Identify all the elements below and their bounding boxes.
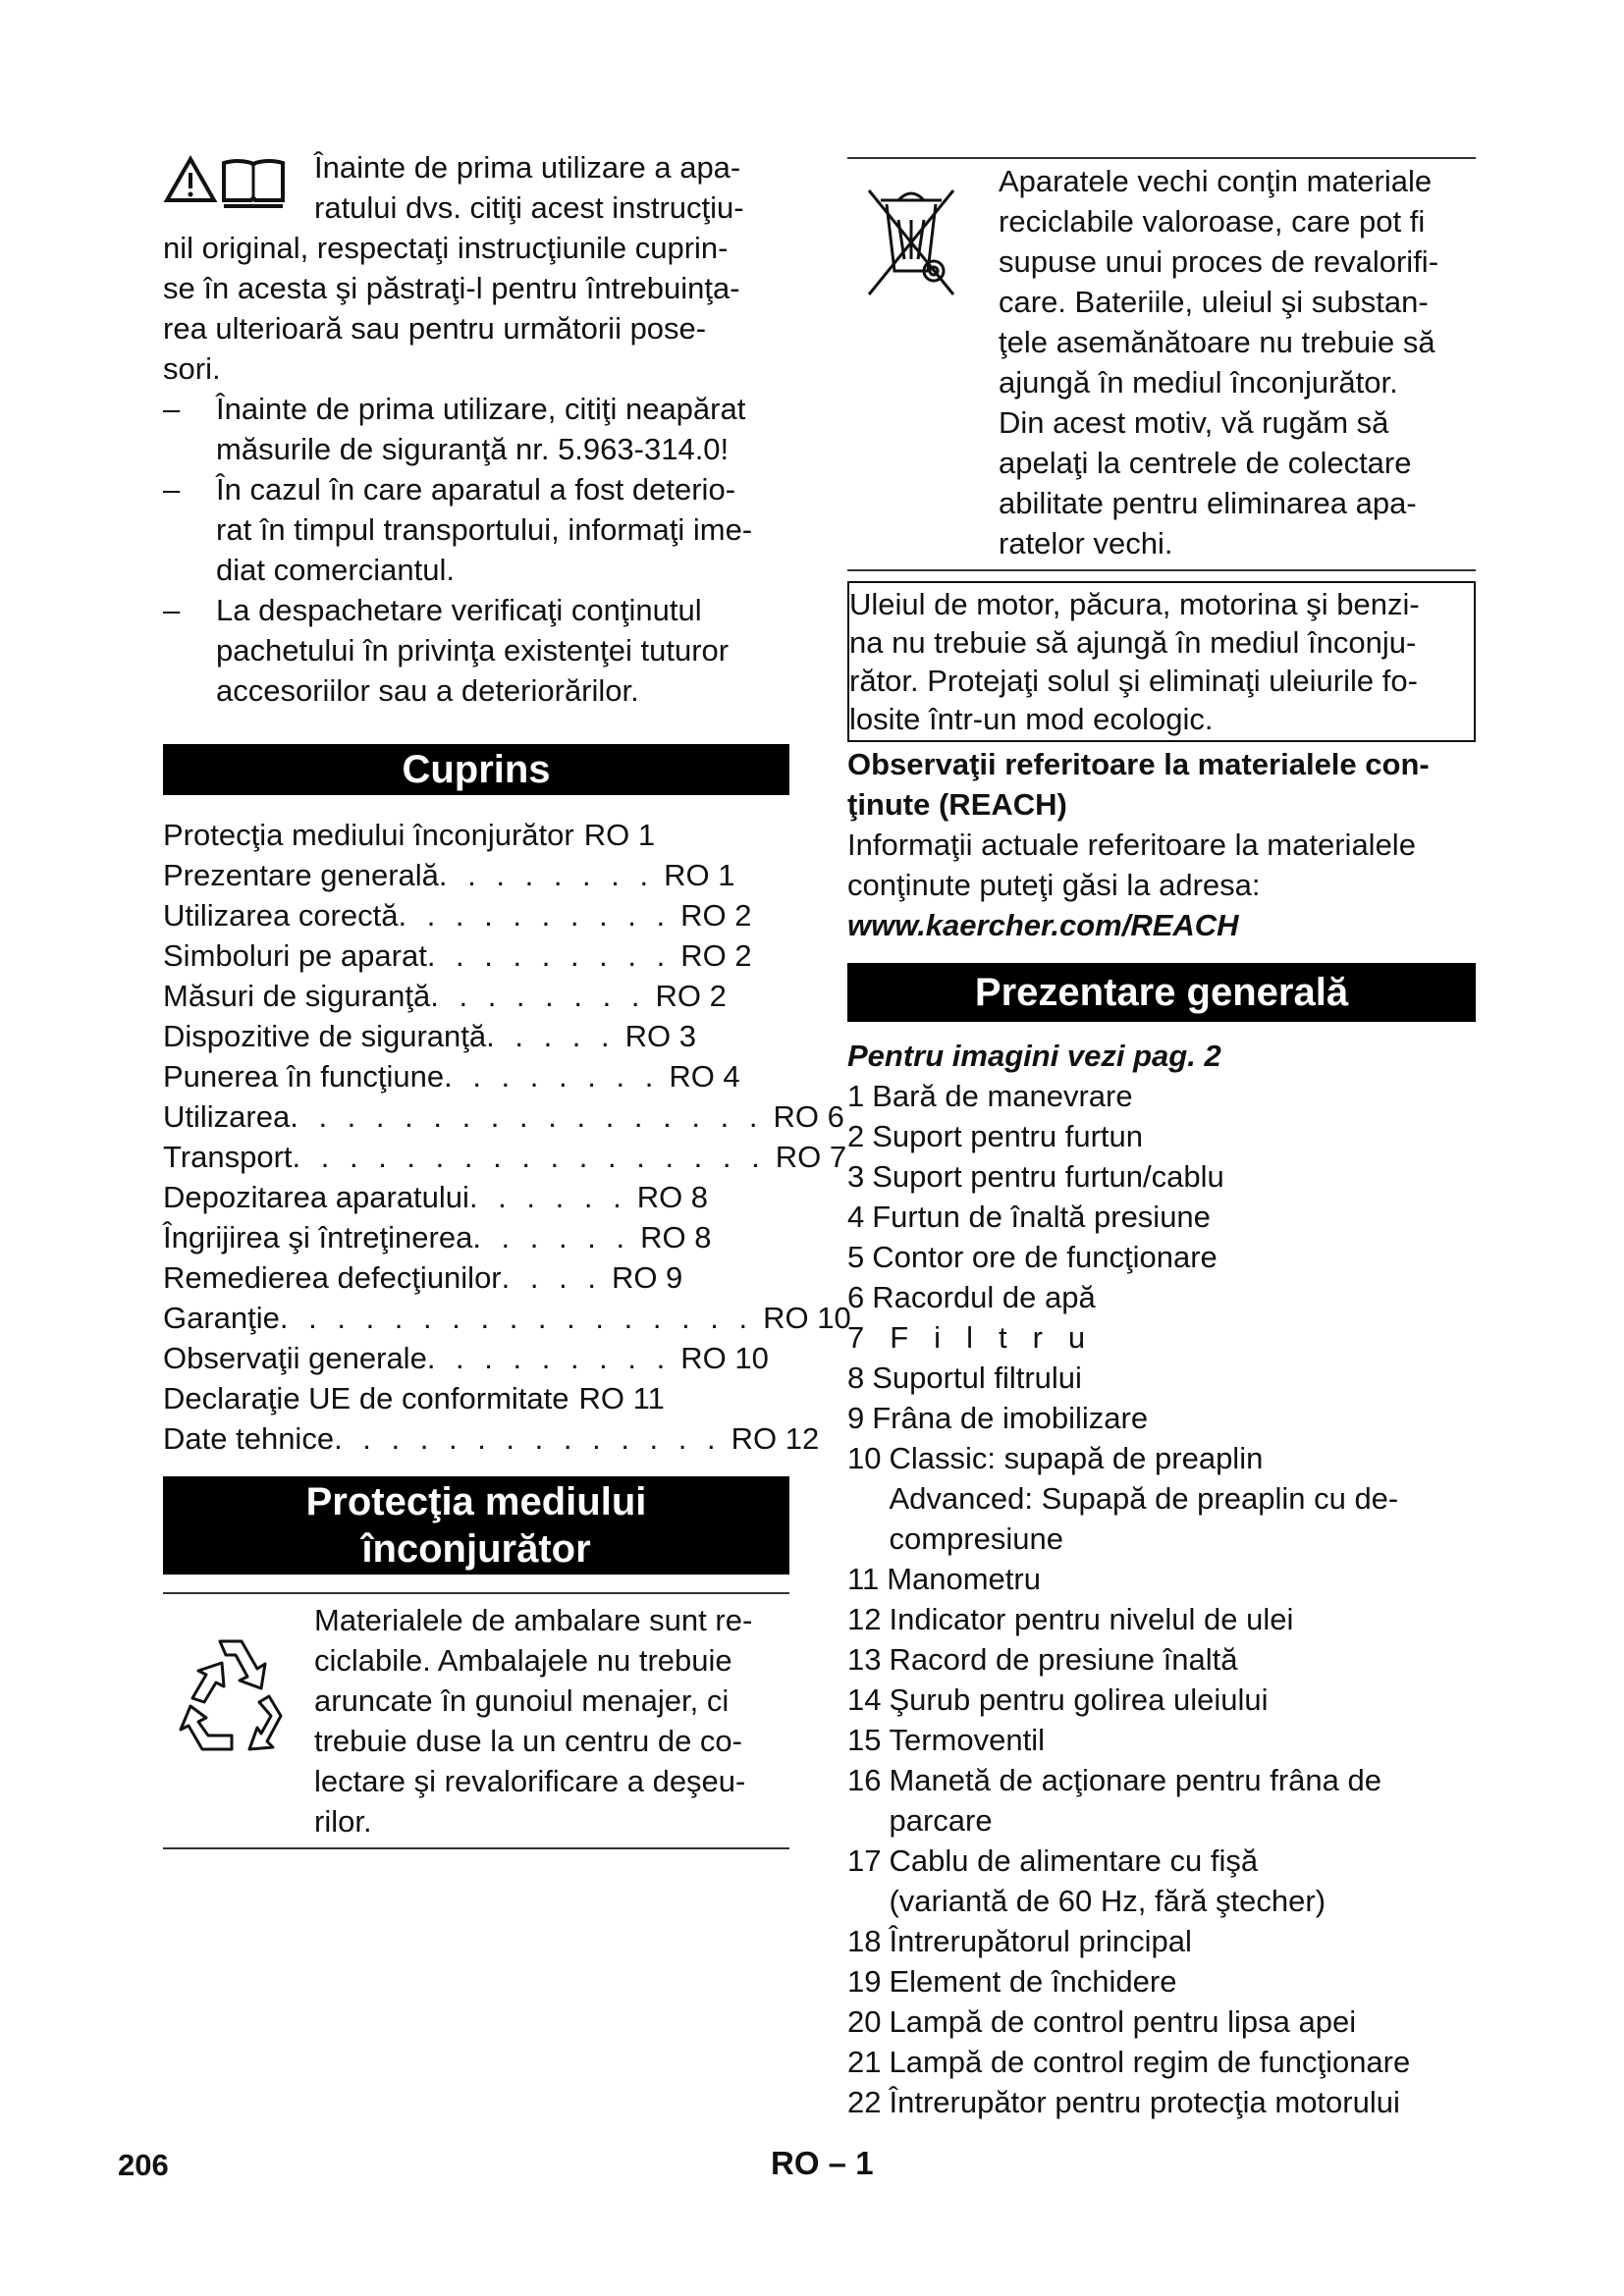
toc-heading: Cuprins: [163, 744, 789, 795]
toc-item[interactable]: Îngrijirea şi întreţinerea . . . . . . RO 8: [163, 1220, 712, 1255]
list-item: 4 Furtun de înaltă presiune: [847, 1200, 1211, 1234]
list-item: 7 Filtru: [847, 1320, 1111, 1355]
toc-item[interactable]: Simboluri pe aparat . . . . . . . . . RO 2: [163, 938, 752, 973]
crossed-bin-icon: [847, 161, 995, 308]
toc-item[interactable]: Utilizarea corectă . . . . . . . . . . RO 2: [163, 898, 752, 933]
list-item: 22 Întrerupător pentru protecţia motorului: [847, 2085, 1400, 2119]
list-item: 1 Bară de manevrare: [847, 1079, 1133, 1113]
list-item: 13 Racord de presiune înaltă: [847, 1642, 1238, 1677]
toc-item[interactable]: Protecţia mediului înconjurător RO 1: [163, 818, 656, 852]
list-item: 17 Cablu de alimentare cu fişă (variantă de 60 Hz, fără ştecher): [847, 1843, 1326, 1918]
packaging-text: Materialele de ambalare sunt re- ciclabile. Ambalajele nu trebuie aruncate în gunoiul menajer, ci trebuie duse la un centru de co- lectare şi revalorificare a deşeu- rilor.: [314, 1603, 753, 1839]
list-item: 14 Şurub pentru golirea uleiului: [847, 1682, 1269, 1717]
toc-item[interactable]: Utilizarea . . . . . . . . . . . . . . . . . RO 6: [163, 1099, 844, 1134]
list-item: 19 Element de închidere: [847, 1964, 1177, 1999]
toc-item[interactable]: Remedierea defecţiunilor . . . . RO 9: [163, 1260, 683, 1295]
toc-item[interactable]: Prezentare generală . . . . . . . . RO 1: [163, 858, 735, 892]
list-item: 3 Suport pentru furtun/cablu: [847, 1159, 1224, 1194]
toc-item[interactable]: Dispozitive de siguranţă . . . . . RO 3: [163, 1019, 696, 1053]
old-devices-text: Aparatele vechi conţin materiale reciclabile valoroase, care pot fi supuse unui proces de revalorifi- care. Bateriile, uleiul şi substan- ţele asemănătoare nu trebuie să ajungă în mediul înconjurător. Din acest motiv, vă rugăm să apelaţi la centrele de colectare abilitate pentru eliminarea apa- ratelor vechi.: [999, 164, 1439, 561]
list-item: 21 Lampă de control regim de funcţionare: [847, 2045, 1411, 2079]
toc-item[interactable]: Depozitarea aparatului . . . . . . RO 8: [163, 1180, 709, 1214]
list-item: 15 Termoventil: [847, 1723, 1045, 1757]
reach-title: Observaţii referitoare la materialele con- ţinute (REACH): [847, 747, 1430, 822]
list-item: 10 Classic: supapă de preaplin Advanced: Supapă de preaplin cu de- compresiune: [847, 1441, 1399, 1556]
environment-heading: Protecţia mediului înconjurător: [163, 1476, 789, 1575]
left-column: [163, 147, 851, 1849]
overview-heading: Prezentare generală: [847, 963, 1476, 1022]
list-item: 9 Frâna de imobilizare: [847, 1401, 1149, 1435]
toc-item[interactable]: Punerea în funcţiune . . . . . . . . RO 4: [163, 1059, 740, 1094]
intro-bullet: – Înainte de prima utilizare, citiţi neapărat măsurile de siguranţă nr. 5.963-314.0!: [163, 389, 789, 469]
page-number: 206: [118, 2148, 169, 2182]
toc-item[interactable]: Transport . . . . . . . . . . . . . . . . . RO 7: [163, 1140, 847, 1174]
toc-item[interactable]: Garanţie . . . . . . . . . . . . . . . . . RO 10: [163, 1301, 851, 1335]
list-item: 8 Suportul filtrului: [847, 1361, 1082, 1395]
toc-item[interactable]: Date tehnice . . . . . . . . . . . . . . RO 12: [163, 1421, 820, 1456]
list-item: 6 Racordul de apă: [847, 1280, 1096, 1314]
table-of-contents: [163, 815, 851, 1459]
oil-warning-box: Uleiul de motor, păcura, motorina şi benzi- na nu trebuie să ajungă în mediul înconju- rător. Protejaţi solul şi eliminaţi uleiurile fo- losite într-un mod ecologic.: [847, 581, 1476, 742]
recycle-icon: [163, 1620, 310, 1767]
intro-section: [163, 147, 789, 711]
list-item: 5 Contor ore de funcţionare: [847, 1240, 1218, 1274]
divider: [163, 1847, 789, 1849]
toc-item[interactable]: Declaraţie UE de conformitate RO 11: [163, 1381, 665, 1415]
old-devices-section: [847, 159, 1476, 569]
list-item: 18 Întrerupătorul principal: [847, 1924, 1192, 1958]
intro-bullet: – În cazul în care aparatul a fost deterio- rat în timpul transportului, informaţi ime- diat comerciantul.: [163, 469, 789, 590]
list-item: 16 Manetă de acţionare pentru frâna de parcare: [847, 1763, 1381, 1838]
intro-text: Înainte de prima utilizare a apa- ratului dvs. citiţi acest instrucţiu- nil original, respectaţi instrucţiunile cuprin- se în acesta şi păstraţi-l pentru întrebuinţa- rea ulterioară sau pentru următorii pose- sori.: [163, 150, 744, 386]
warning-manual-icon: [163, 151, 310, 220]
list-item: 2 Suport pentru furtun: [847, 1119, 1143, 1153]
right-column: [847, 147, 1476, 2122]
reach-link[interactable]: www.kaercher.com/REACH: [847, 908, 1239, 942]
toc-item[interactable]: Măsuri de siguranţă . . . . . . . . RO 2: [163, 979, 727, 1013]
overview-subheading: Pentru imagini vezi pag. 2: [847, 1039, 1221, 1073]
section-page: RO – 1: [771, 2145, 874, 2181]
reach-text: Informaţii actuale referitoare la materialele conţinute puteţi găsi la adresa:: [847, 828, 1416, 902]
list-item: 11 Manometru: [847, 1562, 1041, 1596]
overview-list: [847, 1076, 1476, 2122]
list-item: 12 Indicator pentru nivelul de ulei: [847, 1602, 1294, 1636]
intro-bullet: – La despachetare verificaţi conţinutul pachetului în privinţa existenţei tuturor accesoriilor sau a deteriorărilor.: [163, 590, 789, 711]
toc-item[interactable]: Observaţii generale . . . . . . . . . RO 10: [163, 1341, 769, 1375]
packaging-section: [163, 1594, 789, 1847]
list-item: 20 Lampă de control pentru lipsa apei: [847, 2004, 1357, 2039]
